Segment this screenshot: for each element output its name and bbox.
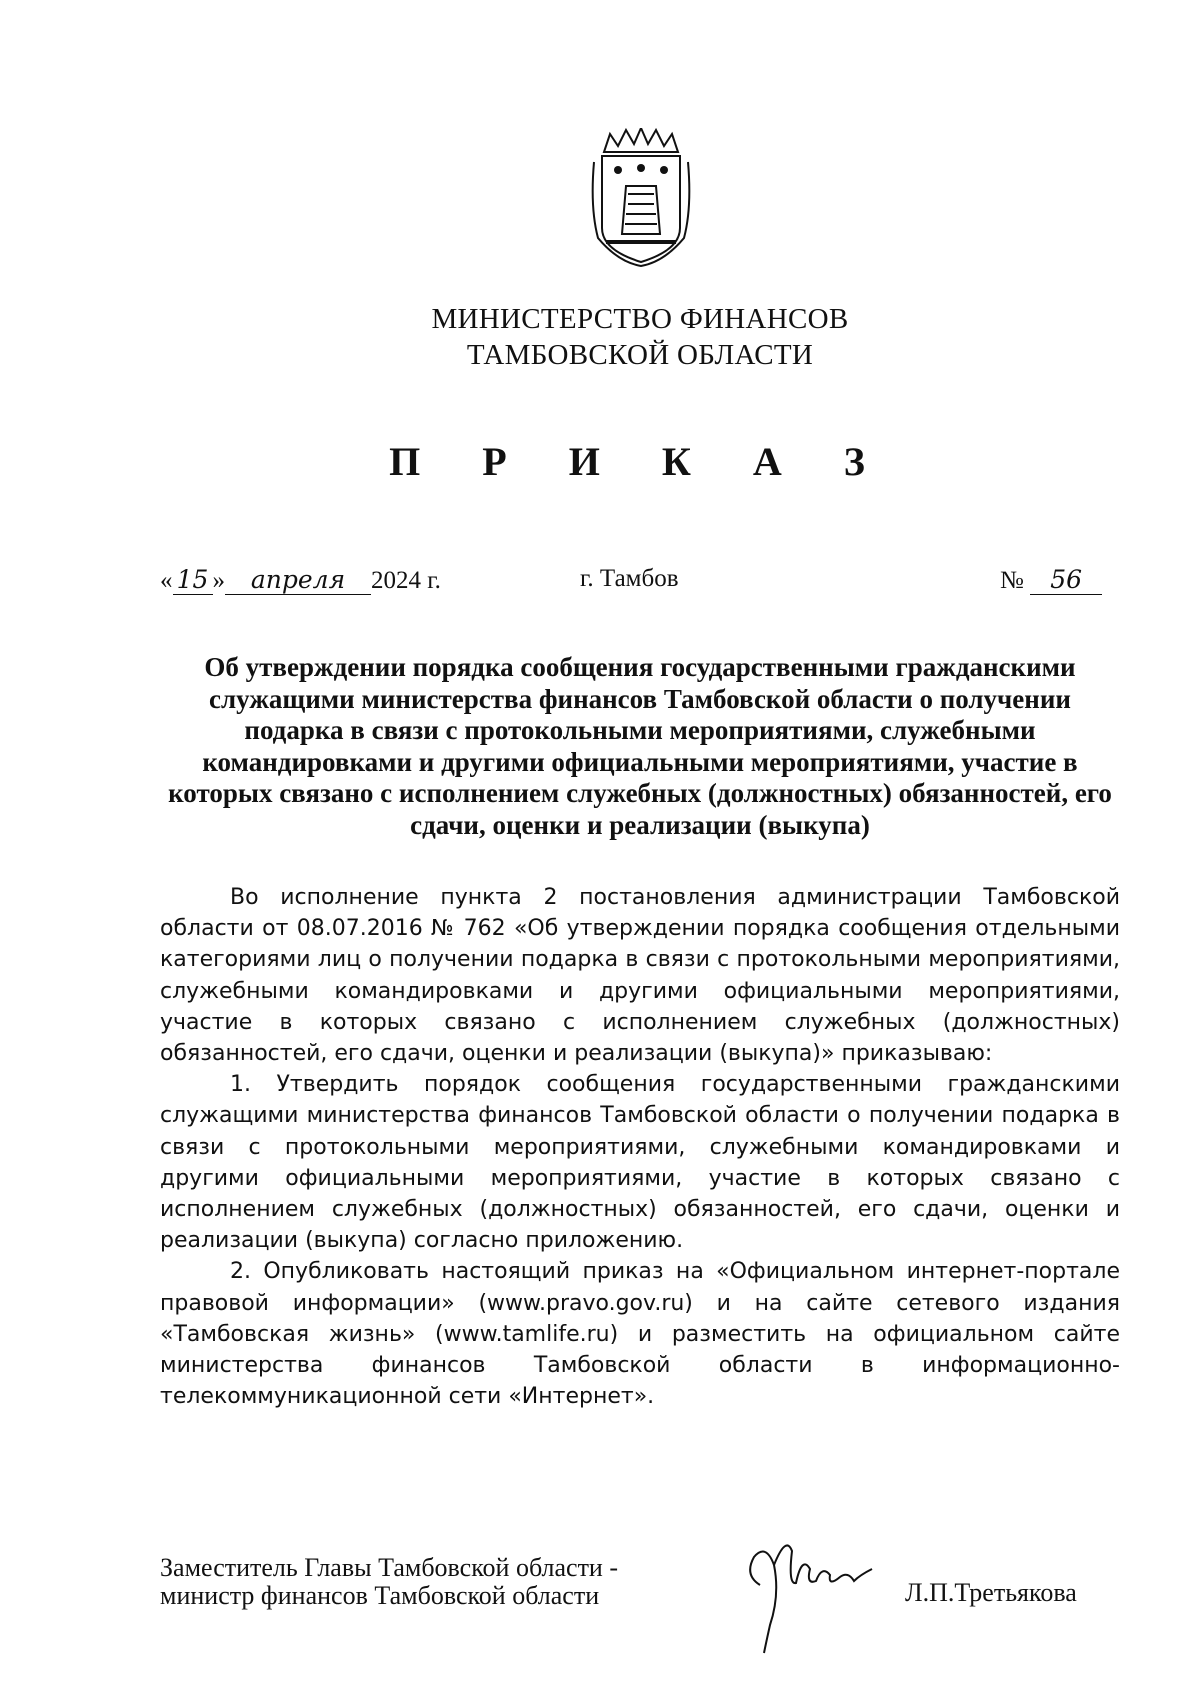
number-value: 56 xyxy=(1030,565,1102,595)
signatory-position-line1: Заместитель Главы Тамбовской области - xyxy=(160,1553,619,1582)
document-city: г. Тамбов xyxy=(580,565,679,592)
date-day: 15 xyxy=(173,565,213,595)
handwritten-signature xyxy=(740,1525,890,1655)
item-2-paragraph: 2. Опубликовать настоящий приказ на «Официальном интернет-портале правовой информации» (www.pravo.gov.ru) и на сайте сетевого издания «Тамбовская жизнь» (www.tamlife.ru) и разместить на официальном сайте министерства финансов Тамбовской области в информационно-телекоммуникационной сети «Интернет». xyxy=(160,1259,1120,1410)
signatory-position-line2: министр финансов Тамбовской области xyxy=(160,1581,600,1610)
document-date xyxy=(160,565,441,595)
coat-of-arms-icon xyxy=(588,128,694,268)
document-body xyxy=(160,882,1120,1412)
signatory-name: Л.П.Третьякова xyxy=(905,1578,1077,1607)
organization-name-line2: ТАМБОВСКОЙ ОБЛАСТИ xyxy=(466,339,814,371)
date-month: апреля xyxy=(225,565,371,595)
preamble-paragraph: Во исполнение пункта 2 постановления администрации Тамбовской области от 08.07.2016 № 762 «Об утверждении порядка сообщения отдельными категориями лиц о получении подарка в связи с протокольными мероприятиями, служебными командировками и другими официальными мероприятиями, участие в которых связано с исполнением служебных (должностных) обязанностей, его сдачи, оценки и реализации (выкупа)» приказываю: xyxy=(160,885,1120,1067)
item-1-paragraph: 1. Утвердить порядок сообщения государственными гражданскими служащими министерства финансов Тамбовской области о получении подарка в связи с протокольными мероприятиями, служебными командировками и другими официальными мероприятиями, участие в которых связано с исполнением служебных (должностных) обязанностей, его сдачи, оценки и реализации (выкупа) согласно приложению. xyxy=(160,1072,1120,1254)
date-year: 2024 г. xyxy=(371,567,441,594)
document-type: П Р И К А З xyxy=(389,439,891,484)
signatory-position xyxy=(160,1554,618,1610)
document-number xyxy=(1000,565,1102,595)
date-quote-open: « xyxy=(160,567,173,594)
organization-name-line1: МИНИСТЕРСТВО ФИНАНСОВ xyxy=(431,303,849,335)
number-label: № xyxy=(1000,567,1024,594)
document-title: Об утверждении порядка сообщения государственными гражданскими служащими министерства финансов Тамбовской области о получении подарка в связи с протокольными мероприятиями, служебными командировками и другими официальными мероприятиями, участие в которых связано с исполнением служебных (должностных) обязанностей, его сдачи, оценки и реализации (выкупа) xyxy=(168,652,1112,840)
date-quote-close: » xyxy=(212,567,225,594)
